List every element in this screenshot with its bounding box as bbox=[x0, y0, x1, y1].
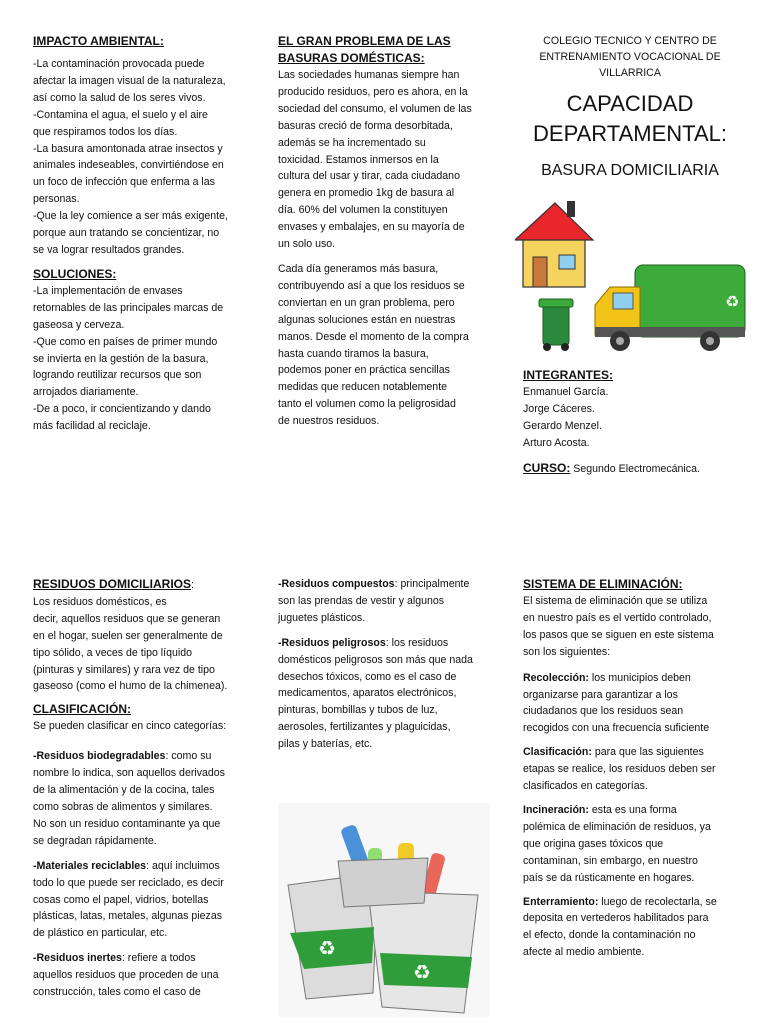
residuos-line: gaseoso (como el humo de la chimenea). bbox=[33, 680, 228, 693]
enterr-label: Enterramiento: bbox=[523, 895, 599, 908]
elim-intro-line: los pasos que se siguen en este sistema bbox=[523, 628, 714, 641]
pel-line bbox=[278, 635, 500, 652]
clasif-line bbox=[523, 744, 745, 761]
enterr-line: deposita en vertederos habilitados para bbox=[523, 912, 709, 925]
pel-line: aerosoles, fertilizantes y plaguicidas, bbox=[278, 721, 451, 734]
incin-label: Incineración: bbox=[523, 803, 589, 816]
curso-value: Segundo Electromecánica. bbox=[570, 462, 700, 475]
elim-intro-line: son los siguientes: bbox=[523, 645, 611, 658]
enterr-text: luego de recolectarla, se bbox=[598, 895, 717, 908]
enterr-line: el efecto, donde la contaminación no bbox=[523, 929, 696, 942]
problema-line: un solo uso. bbox=[278, 238, 336, 251]
incin-text: esta es una forma bbox=[588, 803, 677, 816]
svg-text:♻: ♻ bbox=[413, 960, 431, 984]
soluciones-line: -De a poco, ir concientizando y dando bbox=[33, 403, 211, 416]
problema-title-1: EL GRAN PROBLEMA DE LAS bbox=[278, 34, 451, 48]
bio-line: como sobras de alimentos y similares. bbox=[33, 800, 213, 813]
bio-line bbox=[33, 748, 255, 765]
impacto-section bbox=[33, 33, 253, 435]
incin-line: polémica de eliminación de residuos, ya bbox=[523, 820, 711, 833]
bio-text: : como su bbox=[165, 750, 212, 763]
problema-line: cultura del usar y tirar, cada ciudadano bbox=[278, 170, 460, 183]
integrante-name: Gerardo Menzel. bbox=[523, 419, 602, 432]
garbage-truck-icon bbox=[595, 265, 745, 351]
residuos-title-line bbox=[33, 576, 255, 594]
comp-line bbox=[278, 576, 500, 593]
problema-line: producido residuos, pero es ahora, en la bbox=[278, 85, 468, 98]
integrantes-section bbox=[523, 367, 743, 478]
clasif-line: clasificados en categorías. bbox=[523, 780, 648, 793]
impacto-line: afectar la imagen visual de la naturaleza, bbox=[33, 74, 226, 87]
problema-line: de nuestros residuos. bbox=[278, 415, 380, 428]
problema-line: genera en promedio 1kg de basura al bbox=[278, 187, 455, 200]
impacto-line: -La basura amontonada atrae insectos y bbox=[33, 142, 223, 155]
inert-line: aquellos residuos que proceden de una bbox=[33, 969, 219, 982]
incin-line: que origina gases tóxicos que bbox=[523, 837, 664, 850]
school-name-line: VILLARRICA bbox=[599, 67, 661, 79]
incin-line: país se da rústicamente en hogares. bbox=[523, 871, 695, 884]
problema-line: contribuyendo así a que los residuos se bbox=[278, 279, 465, 292]
problema-title-2: BASURAS DOMÉSTICAS: bbox=[278, 51, 425, 65]
soluciones-line: se invierta en la gestión de la basura, bbox=[33, 352, 209, 365]
problema-line: medidas que reducen notablemente bbox=[278, 381, 448, 394]
impacto-line: personas. bbox=[33, 193, 80, 206]
pel-line: domésticos peligrosos son más que nada bbox=[278, 653, 473, 666]
school-name-line: ENTRENAMIENTO VOCACIONAL DE bbox=[539, 51, 721, 63]
rec-line: todo lo que puede ser reciclado, es decir bbox=[33, 876, 224, 889]
bio-line: de la alimentación y de la cocina, tales bbox=[33, 784, 215, 797]
eliminacion-title: SISTEMA DE ELIMINACIÓN: bbox=[523, 577, 683, 591]
pel-line: pilas y baterías, etc. bbox=[278, 738, 373, 751]
bio-label: -Residuos biodegradables bbox=[33, 750, 166, 763]
curso-label: CURSO: bbox=[523, 460, 571, 475]
impacto-line: se va lograr resultados grandes. bbox=[33, 243, 185, 256]
pel-line: medicamentos, aparatos electrónicos, bbox=[278, 687, 457, 700]
soluciones-line: arrojados diariamente. bbox=[33, 386, 139, 399]
eliminacion-section bbox=[523, 576, 745, 961]
inert-line bbox=[33, 950, 255, 967]
recoleccion-line: ciudadanos que los residuos sean bbox=[523, 705, 684, 718]
problema-line: toxicidad. Estamos inmersos en la bbox=[278, 153, 439, 166]
house-truck-illustration bbox=[515, 195, 750, 355]
problema-line: conviertan en un gran problema, pero bbox=[278, 296, 455, 309]
trash-bin-icon bbox=[539, 299, 573, 351]
clasif-label: Clasificación: bbox=[523, 746, 592, 759]
comp-label: -Residuos compuestos bbox=[278, 578, 395, 590]
impacto-line: animales indeseables, convirtiéndose en bbox=[33, 159, 224, 172]
integrante-name: Arturo Acosta. bbox=[523, 436, 590, 449]
problema-line: Las sociedades humanas siempre han bbox=[278, 69, 460, 81]
enterr-line: afecte al medio ambiente. bbox=[523, 946, 645, 959]
soluciones-line: gaseosa y cerveza. bbox=[33, 318, 125, 331]
integrante-name: Jorge Cáceres. bbox=[523, 402, 595, 415]
recoleccion-text: los municipios deben bbox=[588, 671, 691, 684]
problema-line: día. 60% del volumen la constituyen bbox=[278, 204, 448, 217]
impacto-line: así como la salud de los seres vivos. bbox=[33, 91, 206, 104]
residuos-line: decir, aquellos residuos que se generan bbox=[33, 612, 221, 625]
pel-text: : los residuos bbox=[385, 636, 449, 649]
rec-line: de plástico en particular, etc. bbox=[33, 927, 168, 940]
residuos-line: (pinturas y similares) y rara vez de tipo bbox=[33, 663, 215, 676]
bio-line: No son un residuo contaminante ya que bbox=[33, 817, 221, 830]
impacto-title: IMPACTO AMBIENTAL: bbox=[33, 34, 164, 48]
pel-line: pinturas, bombillas y tubos de luz, bbox=[278, 704, 438, 717]
recoleccion-line: recogidos con una frecuencia suficiente bbox=[523, 722, 710, 735]
integrante-name: Enmanuel García. bbox=[523, 386, 609, 398]
school-name-line: COLEGIO TECNICO Y CENTRO DE bbox=[543, 35, 717, 47]
inert-label: -Residuos inertes bbox=[33, 952, 122, 965]
cover-title-1: CAPACIDAD bbox=[566, 91, 694, 116]
comp-line: juguetes plásticos. bbox=[278, 611, 366, 624]
rec-label: -Materiales reciclables bbox=[33, 859, 147, 872]
recoleccion-line bbox=[523, 670, 745, 687]
soluciones-line: -Que como en países de primer mundo bbox=[33, 335, 218, 348]
compuestos-section bbox=[278, 576, 500, 753]
enterr-line bbox=[523, 894, 745, 911]
problema-line: sociedad del consumo, el volumen de las bbox=[278, 102, 472, 115]
impacto-line: porque aun tratando se concientizar, no bbox=[33, 227, 220, 240]
clasif-line: etapas se realice, los residuos deben ser bbox=[523, 763, 716, 776]
clasificacion-intro: Se pueden clasificar en cinco categorías: bbox=[33, 720, 227, 733]
residuos-line: Los residuos domésticos, es bbox=[33, 595, 167, 608]
soluciones-line: más facilidad al reciclaje. bbox=[33, 420, 151, 433]
comp-line: son las prendas de vestir y algunos bbox=[278, 594, 445, 607]
problema-line: basuras creció de forma desorbitada, bbox=[278, 119, 453, 132]
cover-title-2: DEPARTAMENTAL: bbox=[533, 121, 727, 146]
clasificacion-title: CLASIFICACIÓN: bbox=[33, 702, 131, 717]
rec-text: : aquí incluimos bbox=[146, 859, 220, 872]
cover-subtitle: BASURA DOMICILIARIA bbox=[541, 162, 719, 179]
problema-section bbox=[278, 33, 500, 430]
residuos-title-colon: : bbox=[191, 579, 194, 591]
incin-line: contaminan, sin embargo, en nuestro bbox=[523, 854, 698, 867]
svg-text:♻: ♻ bbox=[318, 936, 336, 960]
problema-line: manos. Desde el momento de la compra bbox=[278, 330, 469, 343]
recoleccion-label: Recolección: bbox=[523, 671, 589, 684]
soluciones-line: -La implementación de envases bbox=[33, 284, 183, 297]
problema-line: algunas soluciones están en nuestras bbox=[278, 313, 456, 326]
problema-line: Cada día generamos más basura, bbox=[278, 262, 439, 275]
cover-header bbox=[520, 33, 740, 181]
inert-text: : refiere a todos bbox=[121, 952, 196, 965]
bio-line: nombre lo indica, son aquellos derivados bbox=[33, 767, 225, 780]
rec-line: cosas como el papel, vidrios, botellas bbox=[33, 893, 209, 906]
soluciones-line: logrando reutilizar recursos que son bbox=[33, 369, 202, 382]
rec-line: plásticas, latas, metales, algunas piezas bbox=[33, 910, 223, 923]
incin-line bbox=[523, 802, 745, 819]
residuos-title: RESIDUOS DOMICILIARIOS bbox=[33, 577, 192, 591]
problema-line: podemos poner en práctica sencillas bbox=[278, 364, 450, 377]
impacto-line: un foco de infección que enferma a las bbox=[33, 176, 215, 189]
elim-intro-line: El sistema de eliminación que se utiliza bbox=[523, 595, 708, 607]
impacto-line: -La contaminación provocada puede bbox=[33, 58, 205, 70]
house-icon bbox=[515, 201, 593, 287]
pel-label: -Residuos peligrosos bbox=[278, 636, 386, 649]
integrantes-title: INTEGRANTES: bbox=[523, 368, 613, 382]
impacto-line: -Que la ley comience a ser más exigente, bbox=[33, 210, 228, 223]
inert-line: construcción, tales como el caso de bbox=[33, 986, 201, 999]
impacto-line: que respiramos todos los días. bbox=[33, 125, 178, 138]
problema-line: envases y embalajes, en su mayoría de bbox=[278, 221, 465, 234]
clasif-text: para que las siguientes bbox=[591, 746, 704, 759]
bio-line: se degradan rápidamente. bbox=[33, 834, 157, 847]
elim-intro-line: en nuestro país es el vertido controlado, bbox=[523, 611, 712, 624]
pel-line: desechos tóxicos, como es el caso de bbox=[278, 670, 457, 683]
svg-text:♻: ♻ bbox=[725, 292, 740, 311]
recoleccion-line: organizarse para garantizar a los bbox=[523, 688, 678, 701]
rec-line bbox=[33, 858, 255, 875]
residuos-line: tipo sólido, a veces de tipo líquido bbox=[33, 646, 193, 659]
recycling-bins-illustration bbox=[278, 803, 490, 1017]
impacto-line: -Contamina el agua, el suelo y el aire bbox=[33, 108, 208, 121]
problema-line: tanto el volumen como la peligrosidad bbox=[278, 398, 456, 411]
residuos-line: en el hogar, suelen ser generalmente de bbox=[33, 629, 223, 642]
problema-line: además se ha incrementado su bbox=[278, 136, 426, 149]
residuos-section bbox=[33, 576, 255, 1001]
curso-line bbox=[523, 460, 743, 478]
problema-line: hasta cuando tiramos la basura, bbox=[278, 347, 429, 360]
soluciones-line: retornables de las principales marcas de bbox=[33, 301, 224, 314]
soluciones-title: SOLUCIONES: bbox=[33, 266, 117, 281]
comp-text: : principalmente bbox=[394, 578, 470, 590]
